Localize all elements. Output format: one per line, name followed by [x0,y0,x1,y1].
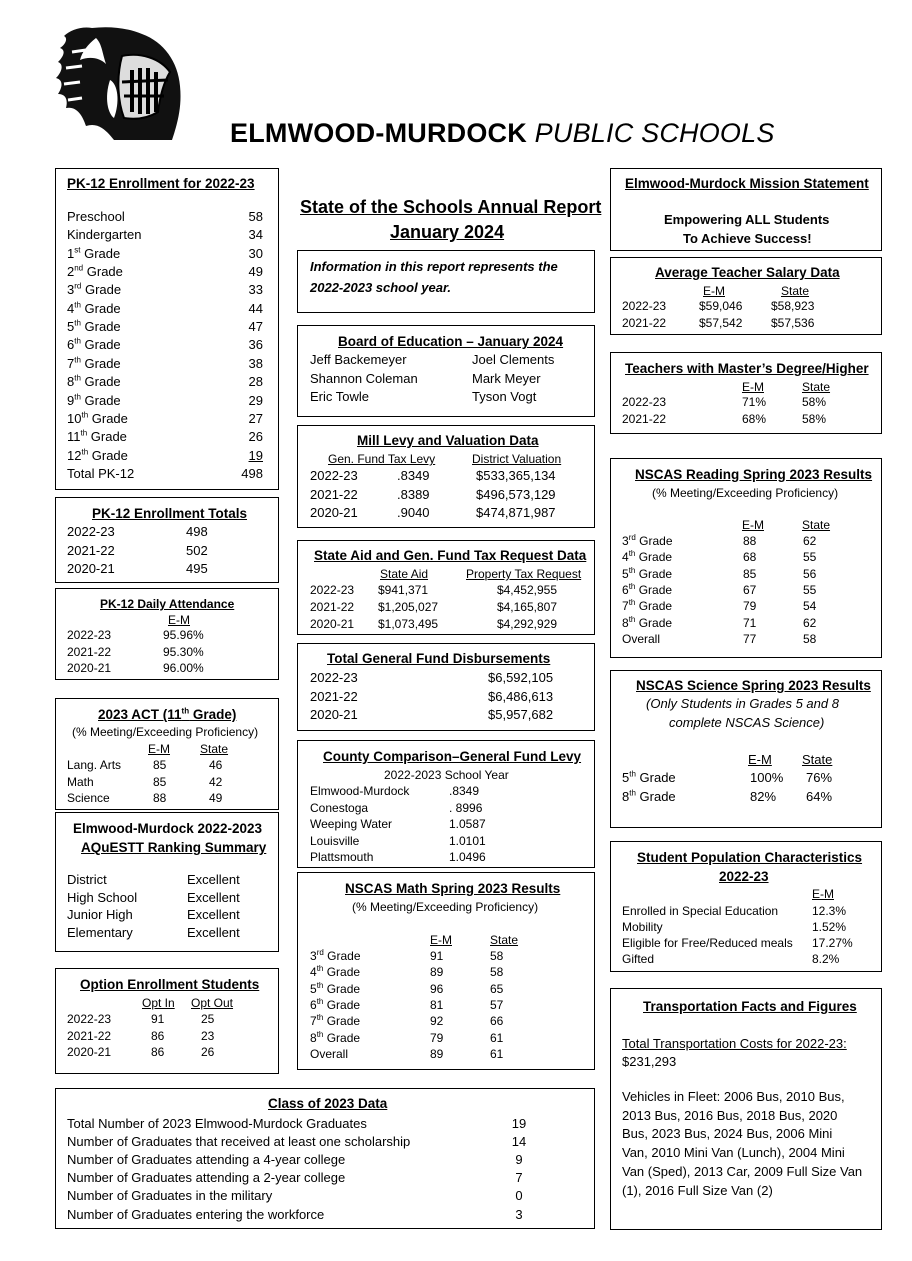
math-state: 58 [490,965,504,980]
valuation-value: $474,871,987 [476,505,556,520]
reading-title: NSCAS Reading Spring 2023 Results [635,467,873,482]
reading-em: 77 [743,631,757,646]
enrollment-row-label: Preschool [67,209,125,224]
attendance-value: 95.96% [163,628,204,642]
masters-year: 2022-23 [622,395,667,409]
reading-subtitle: (% Meeting/Exceeding Proficiency) [652,486,839,500]
act-subject: Math [67,774,94,789]
math-em: 91 [430,949,444,963]
enrollment-title: PK-12 Enrollment for 2022-23 [67,176,255,191]
math-grade: 3rd Grade [310,948,361,963]
math-state: 61 [490,1046,504,1061]
aquestt-level: District [67,872,107,887]
masters-state: 58% [802,411,827,426]
valuation-value: $533,365,134 [476,468,556,483]
enrollment-row-value: 33 [248,282,263,298]
math-state: 65 [490,981,504,996]
salary-state: $57,536 [771,315,815,330]
math-grade: 7th Grade [310,1013,361,1029]
aquestt-rating: Excellent [187,924,240,940]
vehicle-line: Bus, 2023 Bus, 2024 Bus, 2006 Mini [622,1126,833,1142]
state-aid-title: State Aid and Gen. Fund Tax Request Data [314,548,587,563]
act-state: 49 [209,791,223,805]
vehicle-line: 2013 Bus, 2016 Bus, 2018 Bus, 2020 [622,1107,838,1123]
math-title: NSCAS Math Spring 2023 Results [345,881,561,896]
tax-request-value: $4,452,955 [496,583,557,597]
board-member: Shannon Coleman [310,370,418,386]
enrollment-row-value: 28 [248,374,263,390]
reading-grade: 4th Grade [622,549,673,565]
disbursement-year: 2022-23 [310,670,358,685]
class2023-label: Number of Graduates in the military [67,1188,273,1204]
option-in: 91 [151,1012,165,1026]
enrollment-row-label: Total PK-12 [67,465,135,481]
vehicle-line: (1), 2016 Full Size Van (2) [622,1182,773,1198]
board-member: Jeff Backemeyer [310,352,407,367]
science-grade: 5th Grade [622,769,676,785]
reading-em: 85 [743,566,757,581]
state-aid-value: $1,205,027 [378,599,439,614]
enrollment-row-label: 12th Grade [67,447,128,463]
county-district: Louisville [310,833,360,848]
population-value: 17.27% [812,936,853,950]
board-member: Mark Meyer [472,370,541,386]
math-state: 58 [490,949,504,963]
math-em: 89 [430,1046,444,1061]
option-col-in: Opt In [142,996,175,1010]
reading-col-em: E-M [742,518,764,532]
vehicle-line: Van (Sped), 2013 Car, 2009 Full Size Van [622,1163,863,1179]
enrollment-row-value: 27 [248,410,263,426]
enrollment-row-value: 36 [248,337,263,353]
disbursement-value: $6,486,613 [488,688,554,704]
option-year: 2022-23 [67,1012,112,1026]
reading-em: 88 [743,534,757,548]
info-line-1: Information in this report represents the [310,259,558,274]
totals-value: 502 [186,542,208,558]
mission-title: Elmwood-Murdock Mission Statement [625,176,869,191]
reading-em: 68 [743,550,757,565]
math-state: 57 [490,997,504,1012]
class2023-label: Number of Graduates entering the workforce [67,1206,325,1222]
masters-col-em: E-M [742,380,764,394]
state-aid-year: 2021-22 [310,599,355,614]
math-em: 92 [430,1014,444,1029]
enrollment-row-label: Kindergarten [67,227,142,243]
board-title: Board of Education – January 2024 [338,334,564,349]
aquestt-rating: Excellent [187,872,240,887]
class2023-value: 14 [511,1134,527,1150]
enrollment-row-label: 6th Grade [67,337,121,353]
math-em: 81 [430,997,444,1012]
school-title: ELMWOOD-MURDOCK PUBLIC SCHOOLS [230,118,775,148]
science-title: NSCAS Science Spring 2023 Results [636,678,871,693]
science-grade: 8th Grade [622,788,676,804]
math-em: 96 [430,981,444,996]
option-out: 25 [201,1012,215,1026]
reading-grade: 5th Grade [622,565,673,581]
population-col-em: E-M [812,887,834,901]
levy-value: .9040 [397,505,430,520]
levy-col-val: District Valuation [472,452,562,466]
county-title: County Comparison–General Fund Levy [323,749,582,764]
totals-year: 2022-23 [67,524,115,539]
enrollment-row-label: 5th Grade [67,318,121,335]
attendance-col-em: E-M [168,613,190,627]
salary-title: Average Teacher Salary Data [655,265,840,280]
aquestt-title-2: AQuESTT Ranking Summary [81,840,267,855]
disbursements-title: Total General Fund Disbursements [327,651,551,666]
totals-value: 495 [186,561,208,576]
science-state: 64% [806,788,833,804]
science-sub-1: (Only Students in Grades 5 and 8 [646,696,839,711]
board-member: Tyson Vogt [472,389,537,404]
masters-em: 68% [742,411,767,426]
salary-col-em: E-M [703,284,725,298]
disbursement-year: 2021-22 [310,688,358,704]
mission-line-2: To Achieve Success! [683,231,812,246]
county-levy: 1.0587 [449,817,486,831]
state-aid-value: $1,073,495 [378,616,439,631]
aquestt-rating: Excellent [187,889,240,905]
county-levy: 1.0101 [449,833,486,848]
enrollment-row-value: 29 [248,392,263,408]
knight-helmet-logo [52,22,188,144]
class2023-value: 9 [515,1152,523,1168]
reading-state: 55 [803,550,817,565]
board-member: Eric Towle [310,389,370,404]
county-levy: 1.0496 [449,850,486,864]
reading-state: 56 [803,566,817,581]
reading-state: 55 [803,582,817,597]
math-col-em: E-M [430,933,452,947]
salary-col-state: State [781,284,810,298]
county-district: Weeping Water [310,817,393,831]
reading-grade: 7th Grade [622,598,673,614]
population-label: Gifted [622,952,655,966]
state-aid-value: $941,371 [378,583,429,597]
math-grade: 8th Grade [310,1029,361,1045]
state-aid-year: 2022-23 [310,583,355,597]
class2023-value: 19 [511,1116,527,1131]
enrollment-row-value: 47 [248,319,263,335]
reading-em: 71 [743,615,757,630]
attendance-year: 2021-22 [67,644,112,659]
levy-value: .8349 [397,468,430,483]
act-title: 2023 ACT (11th Grade) [98,706,237,722]
totals-year: 2021-22 [67,542,115,558]
enrollment-row-value: 44 [248,300,263,316]
enrollment-row-value: 498 [241,465,263,481]
enrollment-row-label: 11th Grade [67,428,127,445]
enrollment-row-value: 19 [248,447,263,463]
reading-state: 62 [803,534,817,548]
class2023-label: Total Number of 2023 Elmwood-Murdock Graduates [67,1116,367,1131]
masters-col-state: State [802,380,831,394]
transport-title: Transportation Facts and Figures [643,999,857,1014]
act-state: 46 [209,758,223,772]
class2023-label: Number of Graduates that received at least one scholarship [67,1134,411,1150]
info-line-2: 2022-2023 school year. [310,280,451,295]
population-label: Eligible for Free/Reduced meals [622,936,793,950]
option-out: 26 [201,1045,215,1059]
enrollment-row-label: 3rd Grade [67,282,122,298]
population-title-1: Student Population Characteristics [637,850,863,865]
masters-title: Teachers with Master’s Degree/Higher [625,361,869,376]
aquestt-level: High School [67,889,138,905]
levy-title: Mill Levy and Valuation Data [357,433,539,448]
enrollment-row-label: 4th Grade [67,300,121,316]
disbursement-year: 2020-21 [310,707,358,722]
act-em: 88 [153,791,167,805]
attendance-value: 96.00% [163,661,204,675]
aquestt-level: Elementary [67,924,133,940]
levy-year: 2020-21 [310,505,358,520]
levy-value: .8389 [397,486,430,502]
class2023-value: 0 [515,1188,523,1204]
tax-request-value: $4,292,929 [496,616,557,631]
vehicle-line: Vehicles in Fleet: 2006 Bus, 2010 Bus, [622,1089,845,1104]
county-subtitle: 2022-2023 School Year [384,768,509,782]
enrollment-row-label: 10th Grade [67,410,128,426]
math-grade: 5th Grade [310,980,361,996]
board-member: Joel Clements [472,352,555,367]
math-state: 66 [490,1014,504,1029]
transport-cost-value: $231,293 [622,1054,677,1069]
county-levy: .8349 [449,784,480,798]
reading-grade: 3rd Grade [622,533,673,548]
reading-state: 58 [803,631,817,646]
enrollment-row-value: 49 [248,264,263,280]
math-em: 79 [430,1030,444,1045]
reading-grade: 6th Grade [622,581,673,597]
reading-state: 62 [803,615,817,630]
disbursement-value: $5,957,682 [488,707,554,722]
math-grade: 6th Grade [310,996,361,1012]
attendance-value: 95.30% [163,644,204,659]
enrollment-row-value: 38 [248,355,263,371]
option-year: 2020-21 [67,1045,112,1059]
report-date: January 2024 [390,222,505,242]
enrollment-row-value: 30 [248,245,263,261]
math-state: 61 [490,1030,504,1045]
population-label: Enrolled in Special Education [622,904,779,918]
reading-grade: Overall [622,631,661,646]
state-aid-year: 2020-21 [310,616,355,631]
class2023-title: Class of 2023 Data [268,1096,388,1111]
tax-request-value: $4,165,807 [496,599,557,614]
reading-em: 67 [743,582,757,597]
population-value: 1.52% [812,920,847,934]
transport-cost-label: Total Transportation Costs for 2022-23: [622,1036,847,1051]
enrollment-row-label: 8th Grade [67,373,121,390]
attendance-year: 2022-23 [67,628,112,642]
masters-year: 2021-22 [622,411,667,426]
population-label: Mobility [622,920,663,934]
science-sub-2: complete NSCAS Science) [669,715,825,730]
salary-year: 2022-23 [622,299,667,313]
county-levy: . 8996 [449,800,483,815]
math-subtitle: (% Meeting/Exceeding Proficiency) [352,900,539,914]
reading-grade: 8th Grade [622,614,673,630]
class2023-value: 3 [515,1206,523,1222]
levy-year: 2021-22 [310,486,358,502]
enrollment-row-value: 58 [248,209,263,224]
math-grade: Overall [310,1046,349,1061]
science-col-em: E-M [748,752,772,767]
class2023-value: 7 [515,1170,523,1186]
enrollment-totals-title: PK-12 Enrollment Totals [92,506,248,521]
science-em: 100% [750,770,784,785]
option-col-out: Opt Out [191,996,234,1010]
enrollment-row-label: 7th Grade [67,355,121,371]
aquestt-title-1: Elmwood-Murdock 2022-2023 [73,821,263,836]
county-district: Plattsmouth [310,850,374,864]
valuation-value: $496,573,129 [476,486,556,502]
math-em: 89 [430,965,444,980]
math-col-state: State [490,933,519,947]
population-title-2: 2022-23 [719,869,769,884]
enrollment-row-value: 26 [248,429,263,445]
science-state: 76% [806,770,833,785]
totals-value: 498 [186,524,208,539]
salary-state: $58,923 [771,299,815,313]
aquestt-rating: Excellent [187,907,240,922]
enrollment-row-label: 1st Grade [67,245,121,261]
act-subject: Lang. Arts [67,758,122,772]
attendance-title: PK-12 Daily Attendance [100,597,235,611]
state-aid-col-aid: State Aid [380,567,429,581]
option-title: Option Enrollment Students [80,977,260,992]
enrollment-row-label: 2nd Grade [67,263,123,280]
act-em: 85 [153,774,167,789]
salary-em: $59,046 [699,299,743,313]
population-value: 12.3% [812,904,847,918]
option-year: 2021-22 [67,1028,112,1043]
enrollment-row-label: 9th Grade [67,392,121,408]
act-em: 85 [153,758,167,772]
act-col-em: E-M [148,742,170,756]
reading-em: 79 [743,599,757,614]
attendance-year: 2020-21 [67,661,112,675]
levy-year: 2022-23 [310,468,358,483]
option-out: 23 [201,1028,215,1043]
act-state: 42 [209,774,223,789]
vehicle-line: Van, 2010 Mini Van (Lunch), 2004 Mini [622,1145,845,1161]
population-value: 8.2% [812,952,840,966]
class2023-label: Number of Graduates attending a 2-year college [67,1170,346,1186]
county-district: Elmwood-Murdock [310,784,410,798]
reading-col-state: State [802,518,831,532]
science-col-state: State [802,752,833,767]
class2023-label: Number of Graduates attending a 4-year college [67,1152,346,1168]
disbursement-value: $6,592,105 [488,670,554,685]
option-in: 86 [151,1028,165,1043]
act-col-state: State [200,742,229,756]
reading-state: 54 [803,599,817,614]
mission-line-1: Empowering ALL Students [664,212,830,227]
aquestt-level: Junior High [67,907,133,922]
state-aid-col-tax: Property Tax Request [466,567,582,581]
masters-state: 58% [802,395,827,409]
salary-em: $57,542 [699,315,743,330]
enrollment-row-value: 34 [248,227,263,243]
levy-col-levy: Gen. Fund Tax Levy [328,452,436,466]
totals-year: 2020-21 [67,561,115,576]
masters-em: 71% [742,395,767,409]
act-subtitle: (% Meeting/Exceeding Proficiency) [72,725,259,739]
math-grade: 4th Grade [310,964,361,980]
option-in: 86 [151,1045,165,1059]
science-em: 82% [750,788,777,804]
act-subject: Science [67,791,110,805]
salary-year: 2021-22 [622,315,667,330]
county-district: Conestoga [310,800,369,815]
report-title: State of the Schools Annual Report [300,197,602,217]
